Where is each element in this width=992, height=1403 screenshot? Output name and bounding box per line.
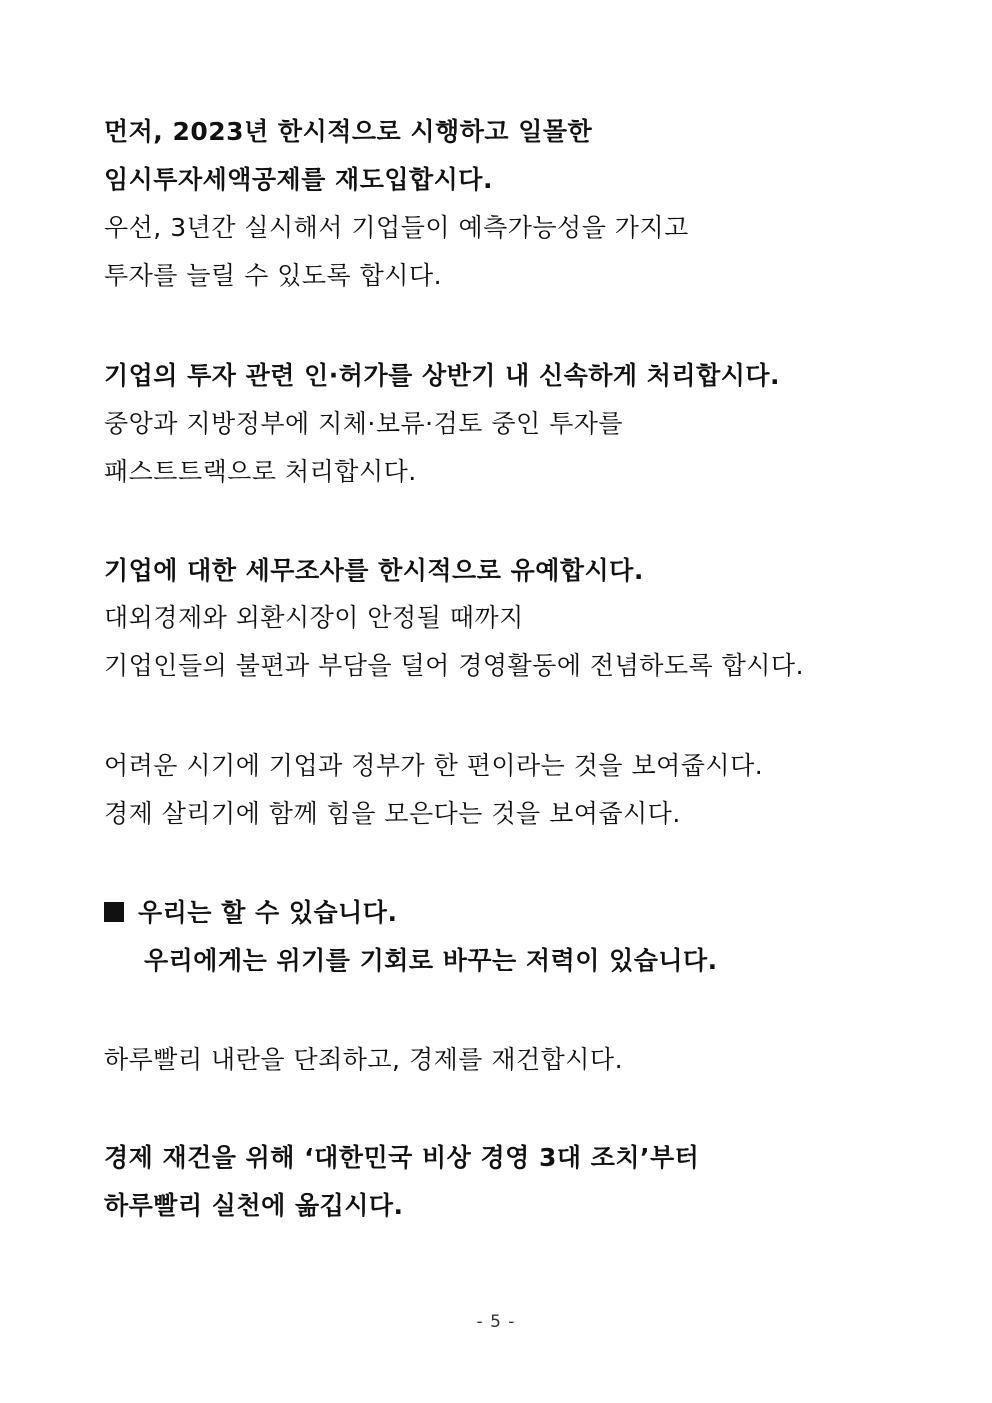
- heading-line: 기업에 대한 세무조사를 한시적으로 유예합시다.: [104, 556, 644, 585]
- body-line: 중앙과 지방정부에 지체·보류·검토 중인 투자를: [104, 409, 624, 438]
- bullet-text: 우리는 할 수 있습니다.: [138, 898, 398, 927]
- page-number: - 5 -: [476, 1312, 516, 1332]
- heading-line: 기업의 투자 관련 인·허가를 상반기 내 신속하게 처리합시다.: [104, 361, 781, 390]
- body-line: 패스트트랙으로 처리합시다.: [104, 457, 417, 486]
- heading-line: 경제 재건을 위해 ‘대한민국 비상 경영 3대 조치’부터: [104, 1143, 700, 1172]
- heading-line: 먼저, 2023년 한시적으로 시행하고 일몰한: [104, 117, 593, 146]
- body-line: 우선, 3년간 실시해서 기업들이 예측가능성을 가지고: [104, 213, 689, 242]
- heading-line: 하루빨리 실천에 옮깁시다.: [104, 1191, 404, 1220]
- heading-line: 임시투자세액공제를 재도입합시다.: [104, 165, 493, 194]
- body-line: 경제 살리기에 함께 힘을 모은다는 것을 보여줍시다.: [104, 799, 681, 828]
- body-line: 하루빨리 내란을 단죄하고, 경제를 재건합시다.: [104, 1045, 624, 1074]
- square-bullet-icon: [104, 902, 124, 922]
- bullet-continuation: 우리에게는 위기를 기회로 바꾸는 저력이 있습니다.: [144, 946, 718, 975]
- body-line: 투자를 늘릴 수 있도록 합시다.: [104, 261, 443, 290]
- body-line: 대외경제와 외환시장이 안정될 때까지: [104, 603, 524, 632]
- body-line: 어려운 시기에 기업과 정부가 한 편이라는 것을 보여줍시다.: [104, 751, 764, 780]
- body-line: 기업인들의 불편과 부담을 덜어 경영활동에 전념하도록 합시다.: [104, 651, 805, 680]
- bullet-item: [104, 896, 397, 930]
